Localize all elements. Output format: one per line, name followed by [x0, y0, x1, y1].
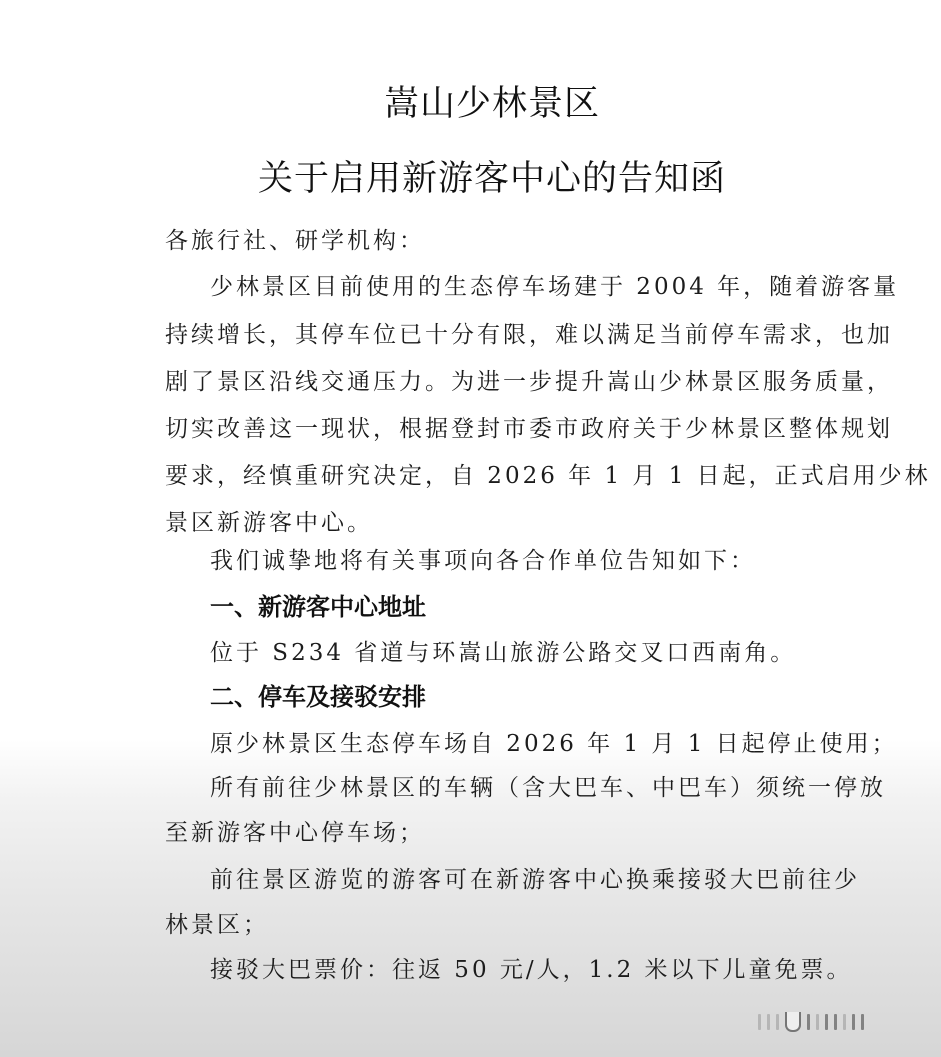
section-2-heading: 二、停车及接驳安排: [210, 683, 426, 711]
document-title-subject: 关于启用新游客中心的告知函: [257, 159, 726, 199]
section-2-line-1: 原少林景区生态停车场自 2026 年 1 月 1 日起停止使用；: [210, 731, 898, 757]
watermark-bar: [843, 1014, 846, 1030]
watermark-bar: [758, 1014, 761, 1030]
watermark-bar: [861, 1014, 864, 1030]
watermark-bar: [807, 1014, 810, 1030]
section-2-line-3: 至新游客中心停车场；: [165, 820, 425, 846]
section-2-line-4: 前往景区游览的游客可在新游客中心换乘接驳大巴前往少: [210, 867, 860, 893]
paragraph-1-line-1: 少林景区目前使用的生态停车场建于 2004 年，随着游客量: [210, 274, 900, 300]
section-2-line-5: 林景区；: [165, 912, 269, 938]
paragraph-1-line-2: 持续增长，其停车位已十分有限，难以满足当前停车需求，也加: [165, 322, 893, 348]
section-2-line-2: 所有前往少林景区的车辆（含大巴车、中巴车）须统一停放: [210, 775, 886, 801]
salutation: 各旅行社、研学机构：: [165, 228, 425, 254]
document-title-organization: 嵩山少林景区: [383, 84, 600, 124]
watermark-bar: [834, 1014, 837, 1030]
paragraph-1-line-5: 要求，经慎重研究决定，自 2026 年 1 月 1 日起，正式启用少林: [165, 463, 931, 489]
paragraph-1-line-6: 景区新游客中心。: [165, 510, 373, 536]
watermark-u-shape: [785, 1012, 801, 1032]
section-1-heading: 一、新游客中心地址: [210, 593, 426, 621]
watermark-bar: [776, 1014, 779, 1030]
watermark-bar: [767, 1014, 770, 1030]
watermark-bar: [852, 1014, 855, 1030]
paragraph-1-line-4: 切实改善这一现状，根据登封市委市政府关于少林景区整体规划: [165, 416, 893, 442]
watermark-bar: [816, 1014, 819, 1030]
section-1-address: 位于 S234 省道与环嵩山旅游公路交叉口西南角。: [210, 640, 797, 666]
watermark-bar: [825, 1014, 828, 1030]
paragraph-1-line-3: 剧了景区沿线交通压力。为进一步提升嵩山少林景区服务质量，: [165, 369, 893, 395]
barcode-watermark-icon: [758, 1012, 918, 1032]
section-2-line-6: 接驳大巴票价：往返 50 元/人，1.2 米以下儿童免票。: [210, 957, 853, 983]
intro-line: 我们诚挚地将有关事项向各合作单位告知如下：: [210, 548, 756, 574]
